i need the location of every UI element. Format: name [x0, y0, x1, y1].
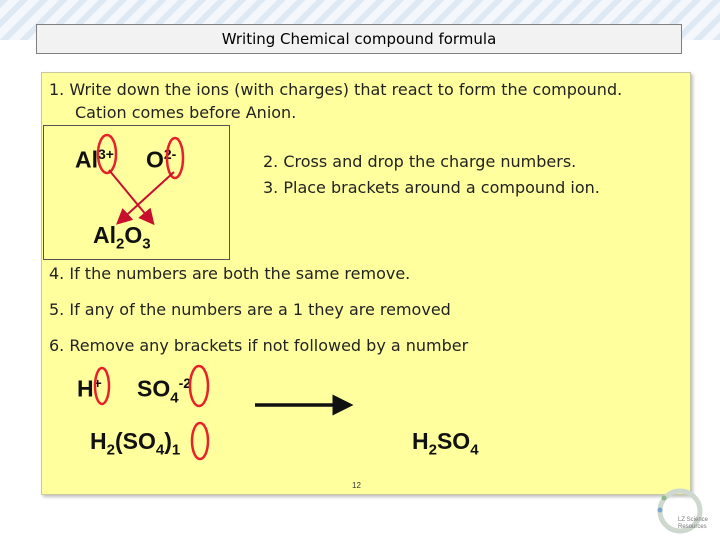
final-subscript-1: 2	[428, 441, 437, 459]
step-1-line-1: 1. Write down the ions (with charges) that react to form the compound.	[49, 80, 623, 99]
mid-close-bracket: )	[164, 428, 172, 454]
highlight-ellipse-so4-charge	[190, 366, 208, 406]
step-3: 3. Place brackets around a compound ion.	[263, 178, 600, 197]
logo-text: LZ Science Resources	[678, 517, 709, 530]
h-symbol: H	[77, 375, 94, 402]
slide-number: 12	[352, 481, 361, 490]
mid-subscript-2: 1	[171, 441, 181, 459]
final-element-2: SO	[436, 428, 471, 454]
mid-group-subscript: 4	[155, 441, 165, 459]
result-element-2: O	[124, 222, 143, 248]
h-charge: +	[93, 375, 102, 391]
slide-title: Writing Chemical compound formula	[36, 24, 682, 54]
result-subscript-1: 2	[116, 235, 125, 253]
final-subscript-2: 4	[470, 441, 479, 459]
step-2: 2. Cross and drop the charge numbers.	[263, 152, 577, 171]
highlight-ellipse-bracket-1	[192, 423, 208, 459]
step-6: 6. Remove any brackets if not followed by a number	[49, 336, 469, 355]
sulfate-charge: -2	[178, 375, 192, 391]
step-4: 4. If the numbers are both the same remove.	[49, 264, 411, 283]
step-1-line-2: Cation comes before Anion.	[75, 103, 297, 122]
anion-charge: 2-	[163, 146, 177, 162]
result-element-1: Al	[93, 222, 116, 248]
cation-symbol: Al	[75, 146, 98, 173]
cation-charge: 3+	[98, 146, 114, 162]
highlight-ellipse-o-charge	[167, 138, 183, 178]
result-subscript-2: 3	[142, 235, 151, 253]
mid-group: (SO	[114, 428, 156, 454]
highlight-ellipse-h-charge	[95, 368, 109, 404]
anion-symbol: O	[146, 146, 164, 173]
mid-subscript-1: 2	[106, 441, 115, 459]
highlight-ellipse-al-charge	[98, 135, 116, 173]
logo-icon	[650, 482, 720, 540]
final-element-1: H	[412, 428, 429, 454]
sulfate-symbol: SO	[137, 375, 171, 402]
sulfate-subscript: 4	[170, 389, 179, 407]
cross-arrow-1	[109, 170, 152, 222]
mid-element-1: H	[90, 428, 107, 454]
step-5: 5. If any of the numbers are a 1 they are removed	[49, 300, 451, 319]
